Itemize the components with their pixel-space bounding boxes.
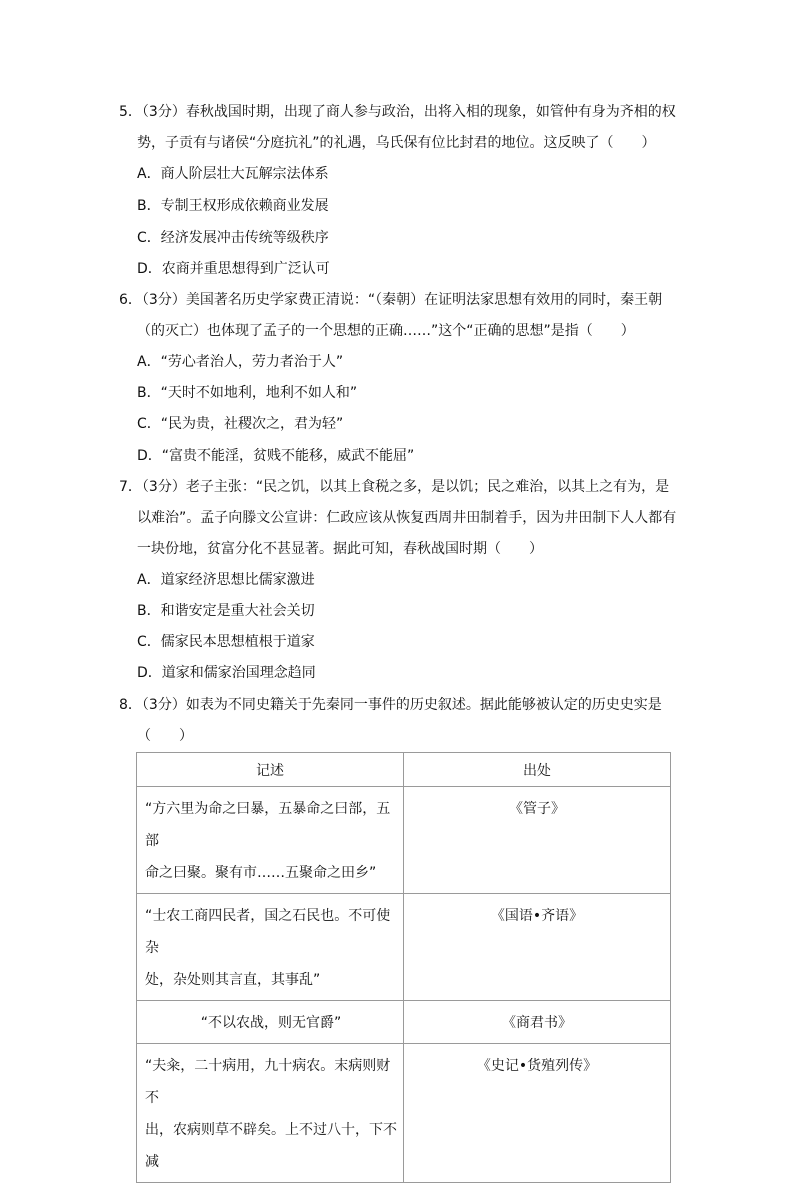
description-line: 命之曰聚。聚有市……五聚命之田乡” bbox=[145, 865, 377, 881]
table-row bbox=[137, 787, 671, 894]
description-line: “夫籴，二十病用，九十病农。末病则财不 bbox=[145, 1058, 391, 1106]
description-line: “方六里为命之曰暴，五暴命之曰部，五部 bbox=[145, 801, 391, 849]
option-a: A．商人阶层壮大瓦解宗法体系 bbox=[137, 166, 329, 182]
option-d: D．农商并重思想得到广泛认可 bbox=[137, 261, 330, 277]
description-cell bbox=[137, 787, 404, 894]
option-d: D．“富贵不能淫，贫贱不能移，威武不能屈” bbox=[137, 448, 415, 464]
source-cell: 《国语•齐语》 bbox=[404, 894, 671, 1001]
question-text-line: 势，子贡有与诸侯“分庭抗礼”的礼遇，乌氏保有位比封君的地位。这反映了（ ） bbox=[137, 135, 656, 151]
question-text-line: 5．（3分）春秋战国时期，出现了商人参与政治，出将入相的现象，如管仲有身为齐相的权 bbox=[119, 104, 676, 120]
question-text-line: 一块份地，贫富分化不甚显著。据此可知，春秋战国时期（ ） bbox=[137, 541, 543, 557]
question-text-line: 6．（3分）美国著名历史学家费正清说：“（秦朝）在证明法家思想有效用的同时，秦王朝 bbox=[119, 292, 663, 308]
question-text-line: 8．（3分）如表为不同史籍关于先秦同一事件的历史叙述。据此能够被认定的历史史实是 bbox=[119, 697, 662, 713]
description-line: 处，杂处则其言直，其事乱” bbox=[145, 972, 321, 988]
source-cell: 《商君书》 bbox=[404, 1001, 671, 1044]
description-cell bbox=[137, 1001, 404, 1044]
option-c: C．经济发展冲击传统等级秩序 bbox=[137, 230, 329, 246]
question-text-line: 以难治”。孟子向滕文公宣讲：仁政应该从恢复西周井田制着手，因为井田制下人人都有 bbox=[137, 510, 677, 526]
table-header-row bbox=[137, 753, 671, 787]
description-cell bbox=[137, 894, 404, 1001]
table-header-cell: 记述 bbox=[137, 753, 404, 787]
question-text-line: （ ） bbox=[137, 728, 193, 744]
option-a: A．“劳心者治人，劳力者治于人” bbox=[137, 354, 344, 370]
option-b: B．“天时不如地利，地利不如人和” bbox=[137, 385, 358, 401]
option-c: C．儒家民本思想植根于道家 bbox=[137, 634, 315, 650]
table-row bbox=[137, 894, 671, 1001]
option-c: C．“民为贵，社稷次之，君为轻” bbox=[137, 416, 344, 432]
table-row bbox=[137, 1001, 671, 1044]
description-cell bbox=[137, 1044, 404, 1183]
source-cell: 《管子》 bbox=[404, 787, 671, 894]
source-table bbox=[136, 752, 671, 1183]
table-header-cell: 出处 bbox=[404, 753, 671, 787]
table-row bbox=[137, 1044, 671, 1183]
option-b: B．专制王权形成依赖商业发展 bbox=[137, 198, 329, 214]
source-cell: 《史记•货殖列传》 bbox=[404, 1044, 671, 1183]
description-line: 出，农病则草不辟矣。上不过八十，下不减 bbox=[145, 1122, 397, 1170]
option-a: A．道家经济思想比儒家激进 bbox=[137, 572, 315, 588]
option-b: B．和谐安定是重大社会关切 bbox=[137, 603, 315, 619]
description-line: “士农工商四民者，国之石民也。不可使杂 bbox=[145, 908, 391, 956]
option-d: D．道家和儒家治国理念趋同 bbox=[137, 665, 316, 681]
question-text-line: 7．（3分）老子主张：“民之饥，以其上食税之多，是以饥；民之难治，以其上之有为，是 bbox=[119, 479, 670, 495]
question-text-line: （的灭亡）也体现了孟子的一个思想的正确……”这个“正确的思想”是指（ ） bbox=[137, 323, 635, 339]
description-line: “不以农战，则无官爵” bbox=[200, 1015, 342, 1031]
